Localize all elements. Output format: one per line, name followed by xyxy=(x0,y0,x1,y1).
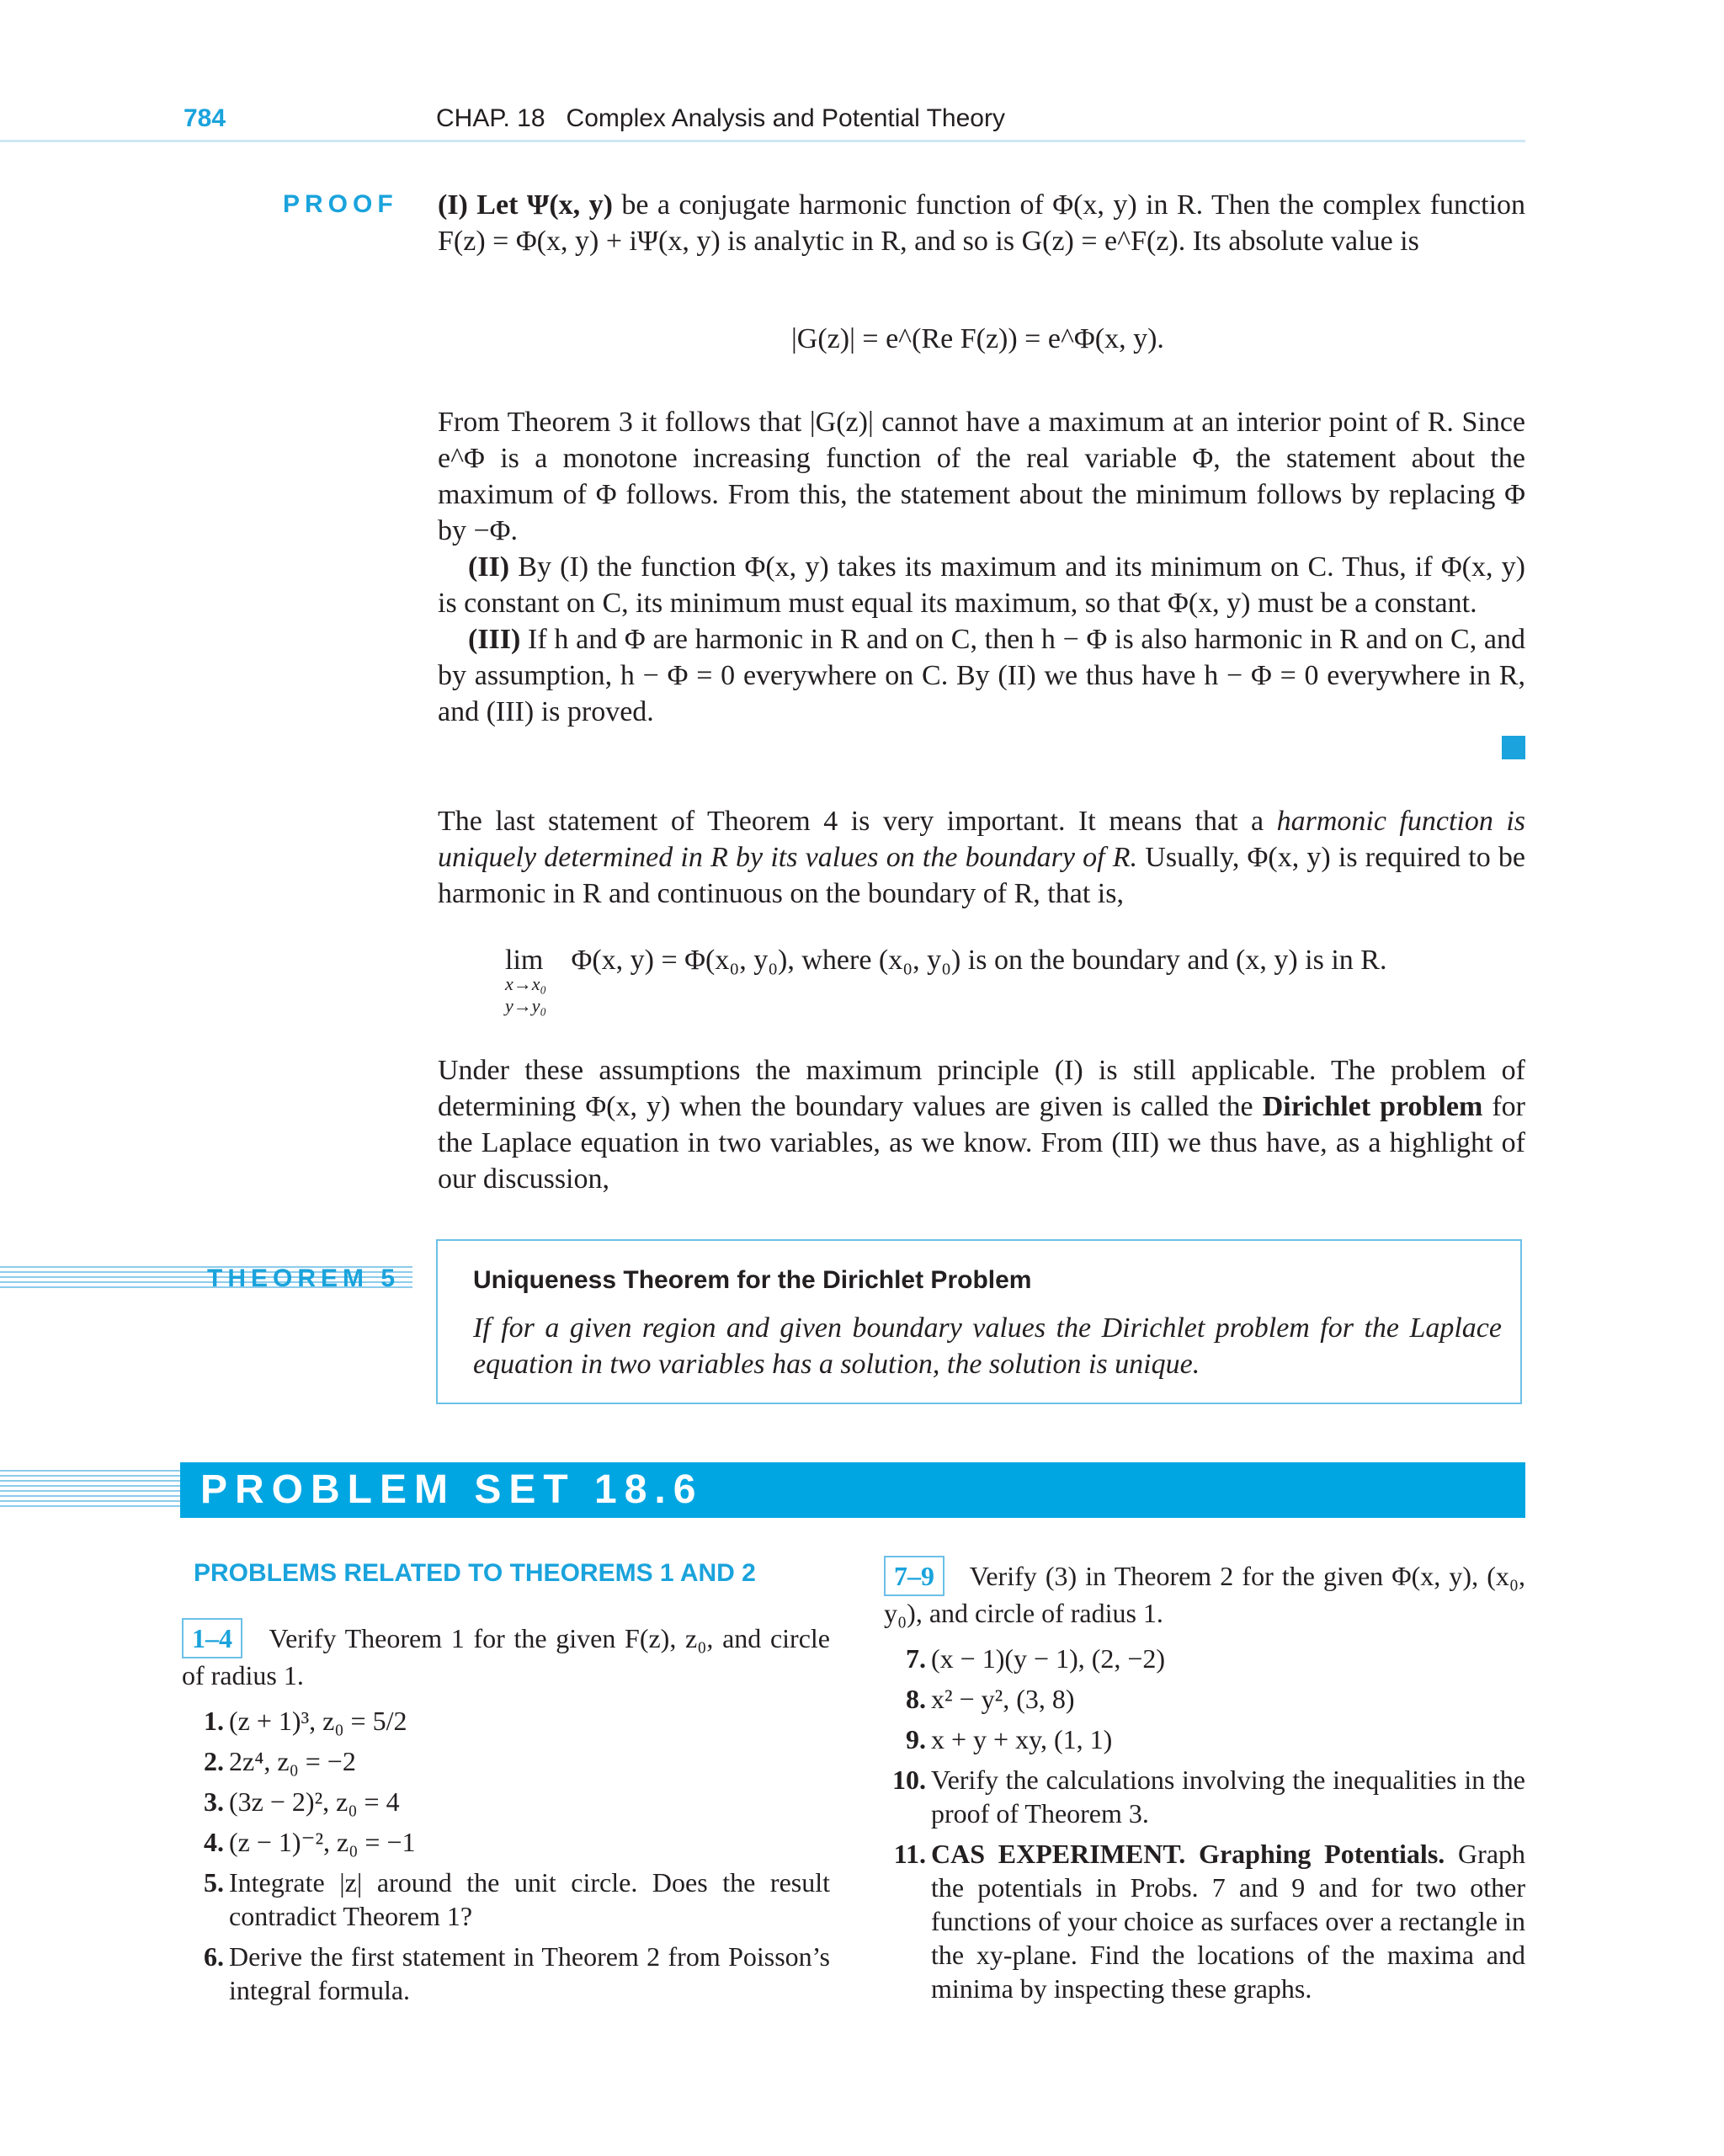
running-header xyxy=(436,104,1005,133)
problem-item: 7. (x − 1)(y − 1), (2, −2) xyxy=(906,1643,1166,1674)
theorem-statement: If for a given region and given boundary values the Dirichlet problem for the Laplace equation in two variables has a solution, the solution is unique. xyxy=(473,1312,1502,1380)
limit-sub-y: y→y₀ xyxy=(505,995,547,1016)
cas-experiment-label: CAS EXPERIMENT. Graphing Potentials. xyxy=(931,1839,1445,1869)
proof-intro-text: be a conjugate harmonic function of Φ(x, y) in R. Then the complex function F(z) = Φ(x, y) + iΨ(x, y) is analytic in R, and so is G(z) = e^F(z). Its absolute value is xyxy=(438,189,1526,257)
theorem-label: THEOREM 5 xyxy=(207,1264,401,1292)
after-proof-para-1-b: Usually, Φ(x, y) is required to be harmonic in R and continuous on the boundary of R, that is, xyxy=(438,842,1526,909)
problem-item: 6. Derive the first statement in Theorem 2 from Poisson’s integral formula. xyxy=(204,1941,830,2005)
problem-item: 10. Verify the calculations involving the inequalities in the proof of Theorem 3. xyxy=(892,1765,1525,1829)
problem-section-heading: PROBLEMS RELATED TO THEOREMS 1 AND 2 xyxy=(194,1559,756,1587)
problem-item: 1. (z + 1)³, z₀ = 5/2 xyxy=(204,1706,407,1736)
limit-sub-x: x→x₀ xyxy=(505,973,547,994)
proof-para-3 xyxy=(438,621,1525,730)
proof-para-1: From Theorem 3 it follows that |G(z)| cannot have a maximum at an interior point of R. Since e^Φ is a monotone increasing function of the real variable Φ, the statement about the maximum of Φ follows. From this, the statement about the minimum follows by replacing Φ by −Φ. xyxy=(438,407,1525,546)
proof-intro xyxy=(438,187,1525,259)
dirichlet-term: Dirichlet problem xyxy=(1262,1091,1483,1122)
range-1-4-text: Verify Theorem 1 for the given F(z), z₀, and circle of radius 1. xyxy=(182,1623,831,1690)
chapter-title: Complex Analysis and Potential Theory xyxy=(566,104,1005,132)
problem-item: 3. (3z − 2)², z₀ = 4 xyxy=(204,1786,400,1817)
proof-equation: |G(z)| = e^(Re F(z)) = e^Φ(x, y). xyxy=(791,323,1164,354)
qed-square-icon xyxy=(1502,736,1525,759)
problem-item: 11. CAS EXPERIMENT. Graphing Potentials. Graph the potentials in Probs. 7 and 9 and for two other functions of your choice as surfaces over a rectangle in the xy-plane. Find the locations of the maxima and minima by inspecting these graphs. xyxy=(893,1839,1526,2004)
theorem-title: Uniqueness Theorem for the Dirichlet Problem xyxy=(473,1266,1032,1294)
after-proof-para-1-a: The last statement of Theorem 4 is very important. It means that a xyxy=(438,806,1264,837)
right-problem-column xyxy=(884,1556,1525,2012)
after-proof-para-1-italic: harmonic function is uniquely determined in R by its values on the boundary of R. xyxy=(438,806,1526,873)
problem-set-title: PROBLEM SET 18.6 xyxy=(200,1467,704,1512)
proof-para-3-text: If h and Φ are harmonic in R and on C, then h − Φ is also harmonic in R and on C, and by assumption, h − Φ = 0 everywhere on C. By (II) we thus have h − Φ = 0 everywhere in R, and (III) is proved. xyxy=(438,624,1525,727)
header-rule xyxy=(0,140,1525,142)
page-number: 784 xyxy=(184,104,226,132)
problem-item: 4. (z − 1)⁻², z₀ = −1 xyxy=(204,1827,416,1857)
range-1-4-intro xyxy=(182,1618,830,1692)
range-box-7-9: 7–9 xyxy=(884,1556,944,1596)
problem-item: 9. x + y + xy, (1, 1) xyxy=(906,1724,1113,1754)
after-proof-block xyxy=(438,803,1525,912)
chapter-label: CHAP. 18 xyxy=(436,104,545,132)
range-7-9-intro xyxy=(884,1556,1525,1630)
proof-intro-prefix: (I) Let Ψ(x, y) xyxy=(438,189,613,221)
problem-item: 5. Integrate |z| around the unit circle. Does the result contradict Theorem 1? xyxy=(204,1867,830,1931)
proof-label: PROOF xyxy=(283,190,398,218)
proof-para-2 xyxy=(438,549,1525,621)
limit-rhs: Φ(x, y) = Φ(x₀, y₀), where (x₀, y₀) is on the boundary and (x, y) is in R. xyxy=(571,945,1387,976)
dirichlet-block xyxy=(438,1052,1525,1197)
proof-para-2-text: By (I) the function Φ(x, y) takes its maximum and its minimum on C. Thus, if Φ(x, y) is constant on C, its minimum must equal its maximum, so that Φ(x, y) must be a constant. xyxy=(438,551,1526,619)
dirichlet-para-b: for the Laplace equation in two variables, as we know. From (III) we thus have, as a highlight of our discussion, xyxy=(438,1091,1525,1195)
problem-item: 2. 2z⁴, z₀ = −2 xyxy=(204,1746,356,1776)
proof-para-3-label: (III) xyxy=(468,624,521,655)
left-problem-column xyxy=(182,1618,830,2014)
proof-block xyxy=(438,187,1525,259)
range-7-9-text: Verify (3) in Theorem 2 for the given Φ(x, y), (x₀, y₀), and circle of radius 1. xyxy=(884,1561,1526,1628)
problem-item: 8. x² − y², (3, 8) xyxy=(906,1684,1075,1714)
proof-body xyxy=(438,404,1525,730)
proof-para-2-label: (II) xyxy=(468,551,510,583)
dirichlet-para-a: Under these assumptions the maximum principle (I) is still applicable. The problem of determining Φ(x, y) when the boundary values are given is called the xyxy=(438,1055,1525,1122)
limit-equation xyxy=(505,945,1387,1016)
dirichlet-para xyxy=(438,1052,1525,1197)
range-box-1-4: 1–4 xyxy=(182,1618,242,1658)
limit-lim: lim xyxy=(505,945,544,976)
after-proof-para-1 xyxy=(438,803,1525,912)
